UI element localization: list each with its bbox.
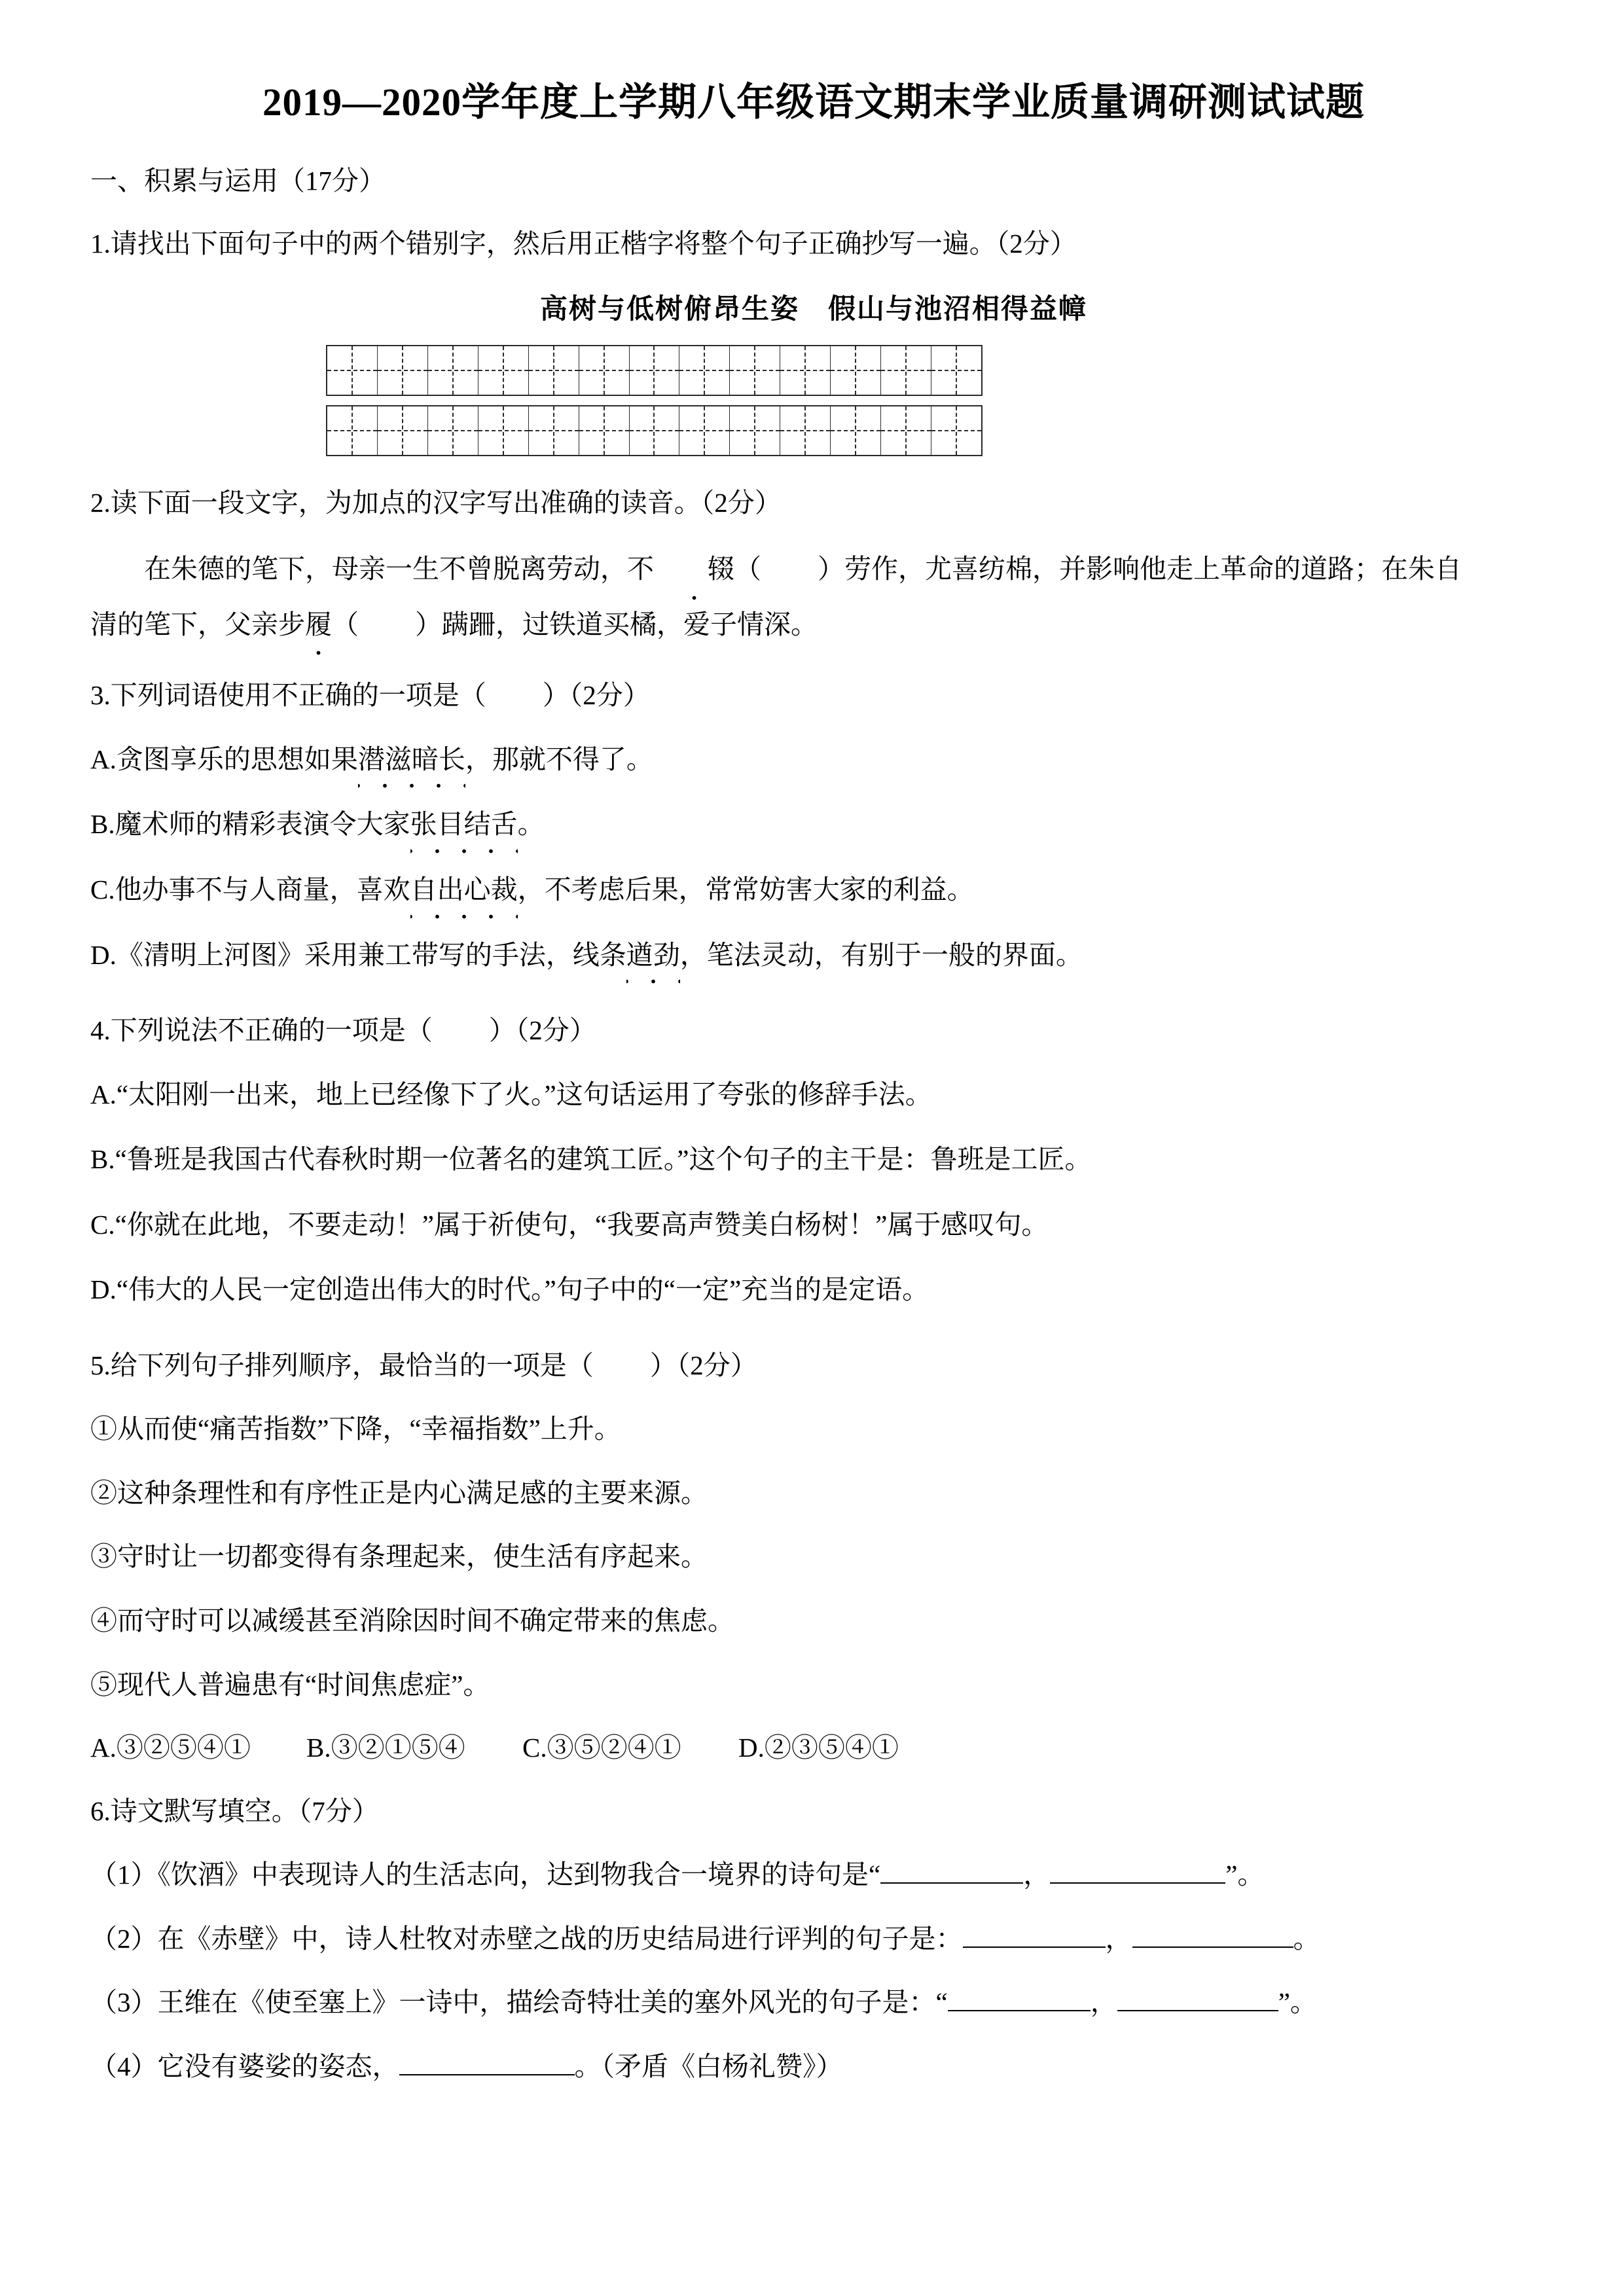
stem-text: 5.给下列句子排列顺序，最恰当的一项是（ (90, 1350, 594, 1380)
stem-text: ）（2分） (488, 1015, 596, 1046)
question-3-stem (90, 675, 1537, 717)
item-text: （3）王维在《使至塞上》一诗中，描绘奇特壮美的塞外风光的句子是：“ (90, 1987, 948, 2018)
page-content (90, 79, 1537, 2109)
passage-text: （ (734, 554, 761, 584)
passage-text: （ (332, 609, 359, 639)
question-2-passage-line-1 (90, 546, 1537, 592)
fill-blank[interactable] (399, 2048, 575, 2075)
writing-grid-cell[interactable] (780, 406, 831, 455)
section-heading-1: 一、积累与运用（17分） (90, 165, 386, 196)
dotted-idiom: 张目结舌 (410, 804, 518, 846)
question-5-option-b[interactable]: B.③②①⑤④ (306, 1732, 465, 1763)
question-5-statement-1: ①从而使“痛苦指数”下降，“幸福指数”上升。 (90, 1414, 621, 1444)
passage-text: 在朱德的笔下，母亲一生不曾脱离劳动，不 (144, 554, 654, 584)
spacer (90, 1335, 1537, 1345)
dotted-idiom: 自出心裁 (410, 869, 518, 911)
question-4-option-a[interactable] (90, 1074, 1537, 1116)
writing-grid-cell[interactable] (478, 346, 529, 395)
writing-grid-cell[interactable] (579, 406, 630, 455)
option-text: 贪图享乐的思想如果 (116, 744, 358, 774)
question-5-statement-3: ③守时让一切都变得有条理起来，使生活有序起来。 (90, 1541, 708, 1572)
option-text: “伟大的人民一定创造出伟大的时代。”句子中的“一定”充当的是定语。 (116, 1274, 929, 1305)
passage-text: ）劳作，尤喜纺棉，并影响他走上革命的道路；在朱自 (818, 554, 1462, 584)
writing-grid-cell[interactable] (327, 406, 378, 455)
question-4-stem (90, 1010, 1537, 1052)
writing-grid-cell[interactable] (881, 406, 931, 455)
writing-grid-cell[interactable] (428, 406, 478, 455)
question-3-option-d[interactable] (90, 935, 1537, 977)
option-label: C. (90, 874, 115, 905)
question-5-stem (90, 1345, 1537, 1387)
question-6-item-1 (90, 1854, 1537, 1896)
writing-grid-cell[interactable] (428, 346, 478, 395)
question-4-option-d[interactable] (90, 1269, 1537, 1311)
writing-grid-cell[interactable] (730, 406, 780, 455)
option-label: A. (90, 744, 117, 774)
question-3-option-c[interactable] (90, 869, 1537, 911)
question-5-answer-options (90, 1728, 1537, 1768)
question-5-statement-2: ②这种条理性和有序性正是内心满足感的主要来源。 (90, 1477, 708, 1508)
option-label: A. (90, 1079, 117, 1109)
writing-grid-cell[interactable] (679, 406, 730, 455)
writing-grid-cell[interactable] (327, 346, 378, 395)
item-text: （2）在《赤壁》中，诗人杜牧对赤壁之战的历史结局进行评判的句子是： (90, 1923, 963, 1954)
question-5-option-c[interactable]: C.③⑤②④① (522, 1732, 681, 1763)
item-text: 。（矛盾《白杨礼赞》） (574, 2051, 843, 2081)
dotted-char-chuo: 辍 (654, 546, 734, 592)
writing-grid-cell[interactable] (831, 346, 881, 395)
question-5-option-d[interactable]: D.②③⑤④① (738, 1732, 899, 1763)
writing-grid-cell[interactable] (579, 346, 630, 395)
writing-grid-cell[interactable] (630, 346, 680, 395)
question-3-option-b[interactable] (90, 804, 1537, 846)
writing-grid-cell[interactable] (881, 346, 931, 395)
writing-grid-cell[interactable] (931, 346, 981, 395)
option-label: B. (90, 1144, 115, 1175)
stem-text: ）（2分） (542, 680, 650, 711)
question-3-option-a[interactable] (90, 739, 1537, 781)
option-text: ，笔法灵动，有别于一般的界面。 (679, 939, 1083, 970)
writing-grid-row[interactable] (326, 345, 983, 396)
passage-text: 清的笔下，父亲步 (90, 609, 305, 639)
fill-blank[interactable] (963, 1920, 1106, 1948)
option-label: D. (90, 1274, 117, 1305)
item-text: ”。 (1225, 1859, 1265, 1890)
page-title: 2019—2020学年度上学期八年级语文期末学业质量调研测试试题 (262, 81, 1365, 124)
item-text: （1）《饮酒》中表现诗人的生活志向，达到物我合一境界的诗句是“ (90, 1859, 881, 1890)
item-text: ， (1023, 1859, 1051, 1890)
item-text: 。 (1293, 1923, 1320, 1954)
question-5-statement-5: ⑤现代人普遍患有“时间焦虑症”。 (90, 1669, 490, 1700)
writing-grid-cell[interactable] (529, 346, 579, 395)
option-text: 魔术师的精彩表演令大家 (115, 809, 410, 840)
question-6-stem: 6.诗文默写填空。（7分） (90, 1795, 379, 1826)
question-2-passage-line-2 (90, 601, 1537, 648)
question-1-stem: 1.请找出下面句子中的两个错别字，然后用正楷字将整个句子正确抄写一遍。（2分） (90, 228, 1077, 259)
question-2-stem: 2.读下面一段文字，为加点的汉字写出准确的读音。（2分） (90, 487, 782, 518)
writing-grid-cell[interactable] (378, 346, 428, 395)
item-text: ， (1090, 1987, 1117, 2018)
option-text: 他办事不与人商量，喜欢 (115, 874, 410, 905)
writing-grid-cell[interactable] (780, 346, 831, 395)
fill-blank[interactable] (1132, 1920, 1293, 1948)
option-text: “你就在此地，不要走动！”属于祈使句，“我要高声赞美白杨树！”属于感叹句。 (115, 1209, 1049, 1240)
question-5-statement-4: ④而守时可以减缓甚至消除因时间不确定带来的焦虑。 (90, 1605, 734, 1636)
question-6-item-4 (90, 2046, 1537, 2088)
dotted-char-lv: 履 (305, 601, 332, 648)
option-label: B. (90, 809, 115, 840)
option-label: D. (90, 939, 117, 970)
option-label: C. (90, 1209, 115, 1240)
writing-grid-cell[interactable] (378, 406, 428, 455)
writing-grid-cell[interactable] (679, 346, 730, 395)
question-5-option-a[interactable]: A.③②⑤④① (90, 1732, 251, 1763)
option-text: “太阳刚一出来，地上已经像下了火。”这句话运用了夸张的修辞手法。 (116, 1079, 932, 1109)
fill-blank[interactable] (880, 1856, 1023, 1884)
question-6-item-3 (90, 1982, 1537, 2024)
writing-grid (90, 345, 1537, 456)
item-text: ， (1105, 1923, 1132, 1954)
option-text: ，那就不得了。 (465, 744, 653, 774)
dotted-idiom: 潜滋暗长 (358, 739, 465, 781)
fill-blank[interactable] (1050, 1856, 1225, 1884)
option-text: 《清明上河图》采用兼工带写的手法，线条 (116, 939, 626, 970)
fill-blank[interactable] (948, 1984, 1091, 2011)
stem-text: 3.下列词语使用不正确的一项是（ (90, 680, 486, 711)
writing-grid-cell[interactable] (478, 406, 529, 455)
writing-grid-cell[interactable] (931, 406, 981, 455)
writing-grid-cell[interactable] (630, 406, 680, 455)
question-4-option-b[interactable] (90, 1139, 1537, 1181)
writing-grid-cell[interactable] (730, 346, 780, 395)
option-text: “鲁班是我国古代春秋时期一位著名的建筑工匠。”这个句子的主干是：鲁班是工匠。 (115, 1144, 1092, 1175)
item-text: （4）它没有婆娑的姿态， (90, 2051, 399, 2081)
stem-text: ）（2分） (649, 1350, 757, 1380)
fill-blank[interactable] (1117, 1984, 1278, 2011)
question-4-option-c[interactable] (90, 1204, 1537, 1246)
passage-text: ）蹒跚，过铁道买橘，爱子情深。 (415, 609, 818, 639)
question-6-item-2 (90, 1918, 1537, 1960)
item-text: ”。 (1278, 1987, 1317, 2018)
question-1-example-sentence: 高树与低树俯昂生姿 假山与池沼相得益幛 (539, 292, 1087, 325)
writing-grid-cell[interactable] (831, 406, 881, 455)
writing-grid-cell[interactable] (529, 406, 579, 455)
option-text: 。 (517, 809, 545, 840)
spacer (90, 664, 1537, 675)
spacer (90, 999, 1537, 1010)
stem-text: 4.下列说法不正确的一项是（ (90, 1015, 433, 1046)
dotted-word: 遒劲 (626, 935, 680, 977)
option-text: ，不考虑后果，常常妨害大家的利益。 (517, 874, 974, 905)
writing-grid-row[interactable] (326, 405, 983, 456)
